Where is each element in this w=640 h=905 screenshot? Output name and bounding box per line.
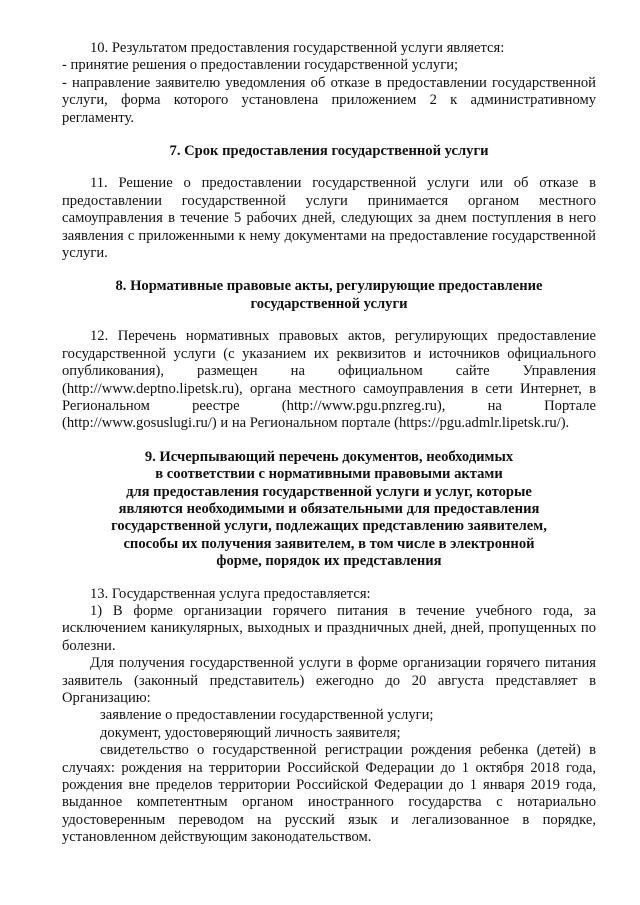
document-page: [62, 40, 596, 847]
section-9-heading: [62, 449, 596, 571]
item-10-bullet-1: - принятие решения о предоставлении государственной услуги;: [62, 57, 459, 74]
document-list-item: документ, удостоверяющий личность заявителя;: [100, 724, 401, 741]
item-10-bullet-2: - направление заявителю уведомления об отказе в предоставлении государственной услуги, форма которого установлена приложением 2 к административному регламенту.: [62, 74, 596, 126]
section-9-heading-line: являются необходимыми и обязательными для предоставления: [118, 500, 540, 517]
section-9-heading-line: государственной услуги, подлежащих представлению заявителем,: [111, 518, 547, 535]
section-9-heading-line: 9. Исчерпывающий перечень документов, необходимых: [144, 448, 514, 465]
section-8-heading: [62, 278, 596, 313]
item-13-intro: 13. Государственная услуга предоставляется:: [90, 585, 371, 602]
section-9-heading-line: для предоставления государственной услуги и услуг, которые: [126, 483, 532, 500]
item-10-intro: 10. Результатом предоставления государственной услуги является:: [90, 40, 505, 56]
item-12-paragraph: 12. Перечень нормативных правовых актов, регулирующих предоставление государственной услуги (с указанием их реквизитов и источников официального опубликования), размещен на официальном сайте Управления (http://www.deptno.lipetsk.ru), органа местного самоуправления в сети Интернет, в Региональном реестре (http://www.pgu.pnzreg.ru), на Портале (http://www.gosuslugi.ru/) и на Региональном портале (https://pgu.admlr.lipetsk.ru/).: [62, 328, 596, 432]
document-list-item: свидетельство о государственной регистрации рождения ребенка (детей) в случаях: рождения на территории Российской Федерации до 1 октября 2018 года, рождения вне пределов территории Российской Федерации до 1 января 2019 года, выданное компетентным органом иностранного государства с нотариально удостоверенным переводом на русский язык и легализованное в порядке, установленном действующим законодательством.: [62, 742, 596, 846]
section-9-heading-line: в соответствии с нормативными правовыми актами: [155, 466, 503, 483]
section-9-heading-line: форме, порядок их представления: [216, 553, 442, 570]
item-11-paragraph: 11. Решение о предоставлении государственной услуги или об отказе в предоставлении государственной услуги принимается органом местного самоуправления в течение 5 рабочих дней, следующих за днем поступления в него заявления с приложенными к нему документами на предоставление государственной услуги.: [62, 175, 596, 262]
item-13-paragraph-2: Для получения государственной услуги в форме организации горячего питания заявитель (законный представитель) ежегодно до 20 августа представляет в Организацию:: [62, 655, 596, 706]
section-8-heading-line: государственной услуги: [250, 295, 408, 312]
document-list-item: заявление о предоставлении государственной услуги;: [100, 707, 434, 724]
section-7-heading: 7. Срок предоставления государственной услуги: [169, 143, 489, 160]
item-13-point-1: 1) В форме организации горячего питания в течение учебного года, за исключением каникулярных, выходных и праздничных дней, дней, пропущенных по болезни.: [62, 602, 596, 654]
section-9-heading-line: способы их получения заявителем, в том числе в электронной: [123, 535, 535, 552]
section-8-heading-line: 8. Нормативные правовые акты, регулирующие предоставление: [115, 278, 543, 295]
